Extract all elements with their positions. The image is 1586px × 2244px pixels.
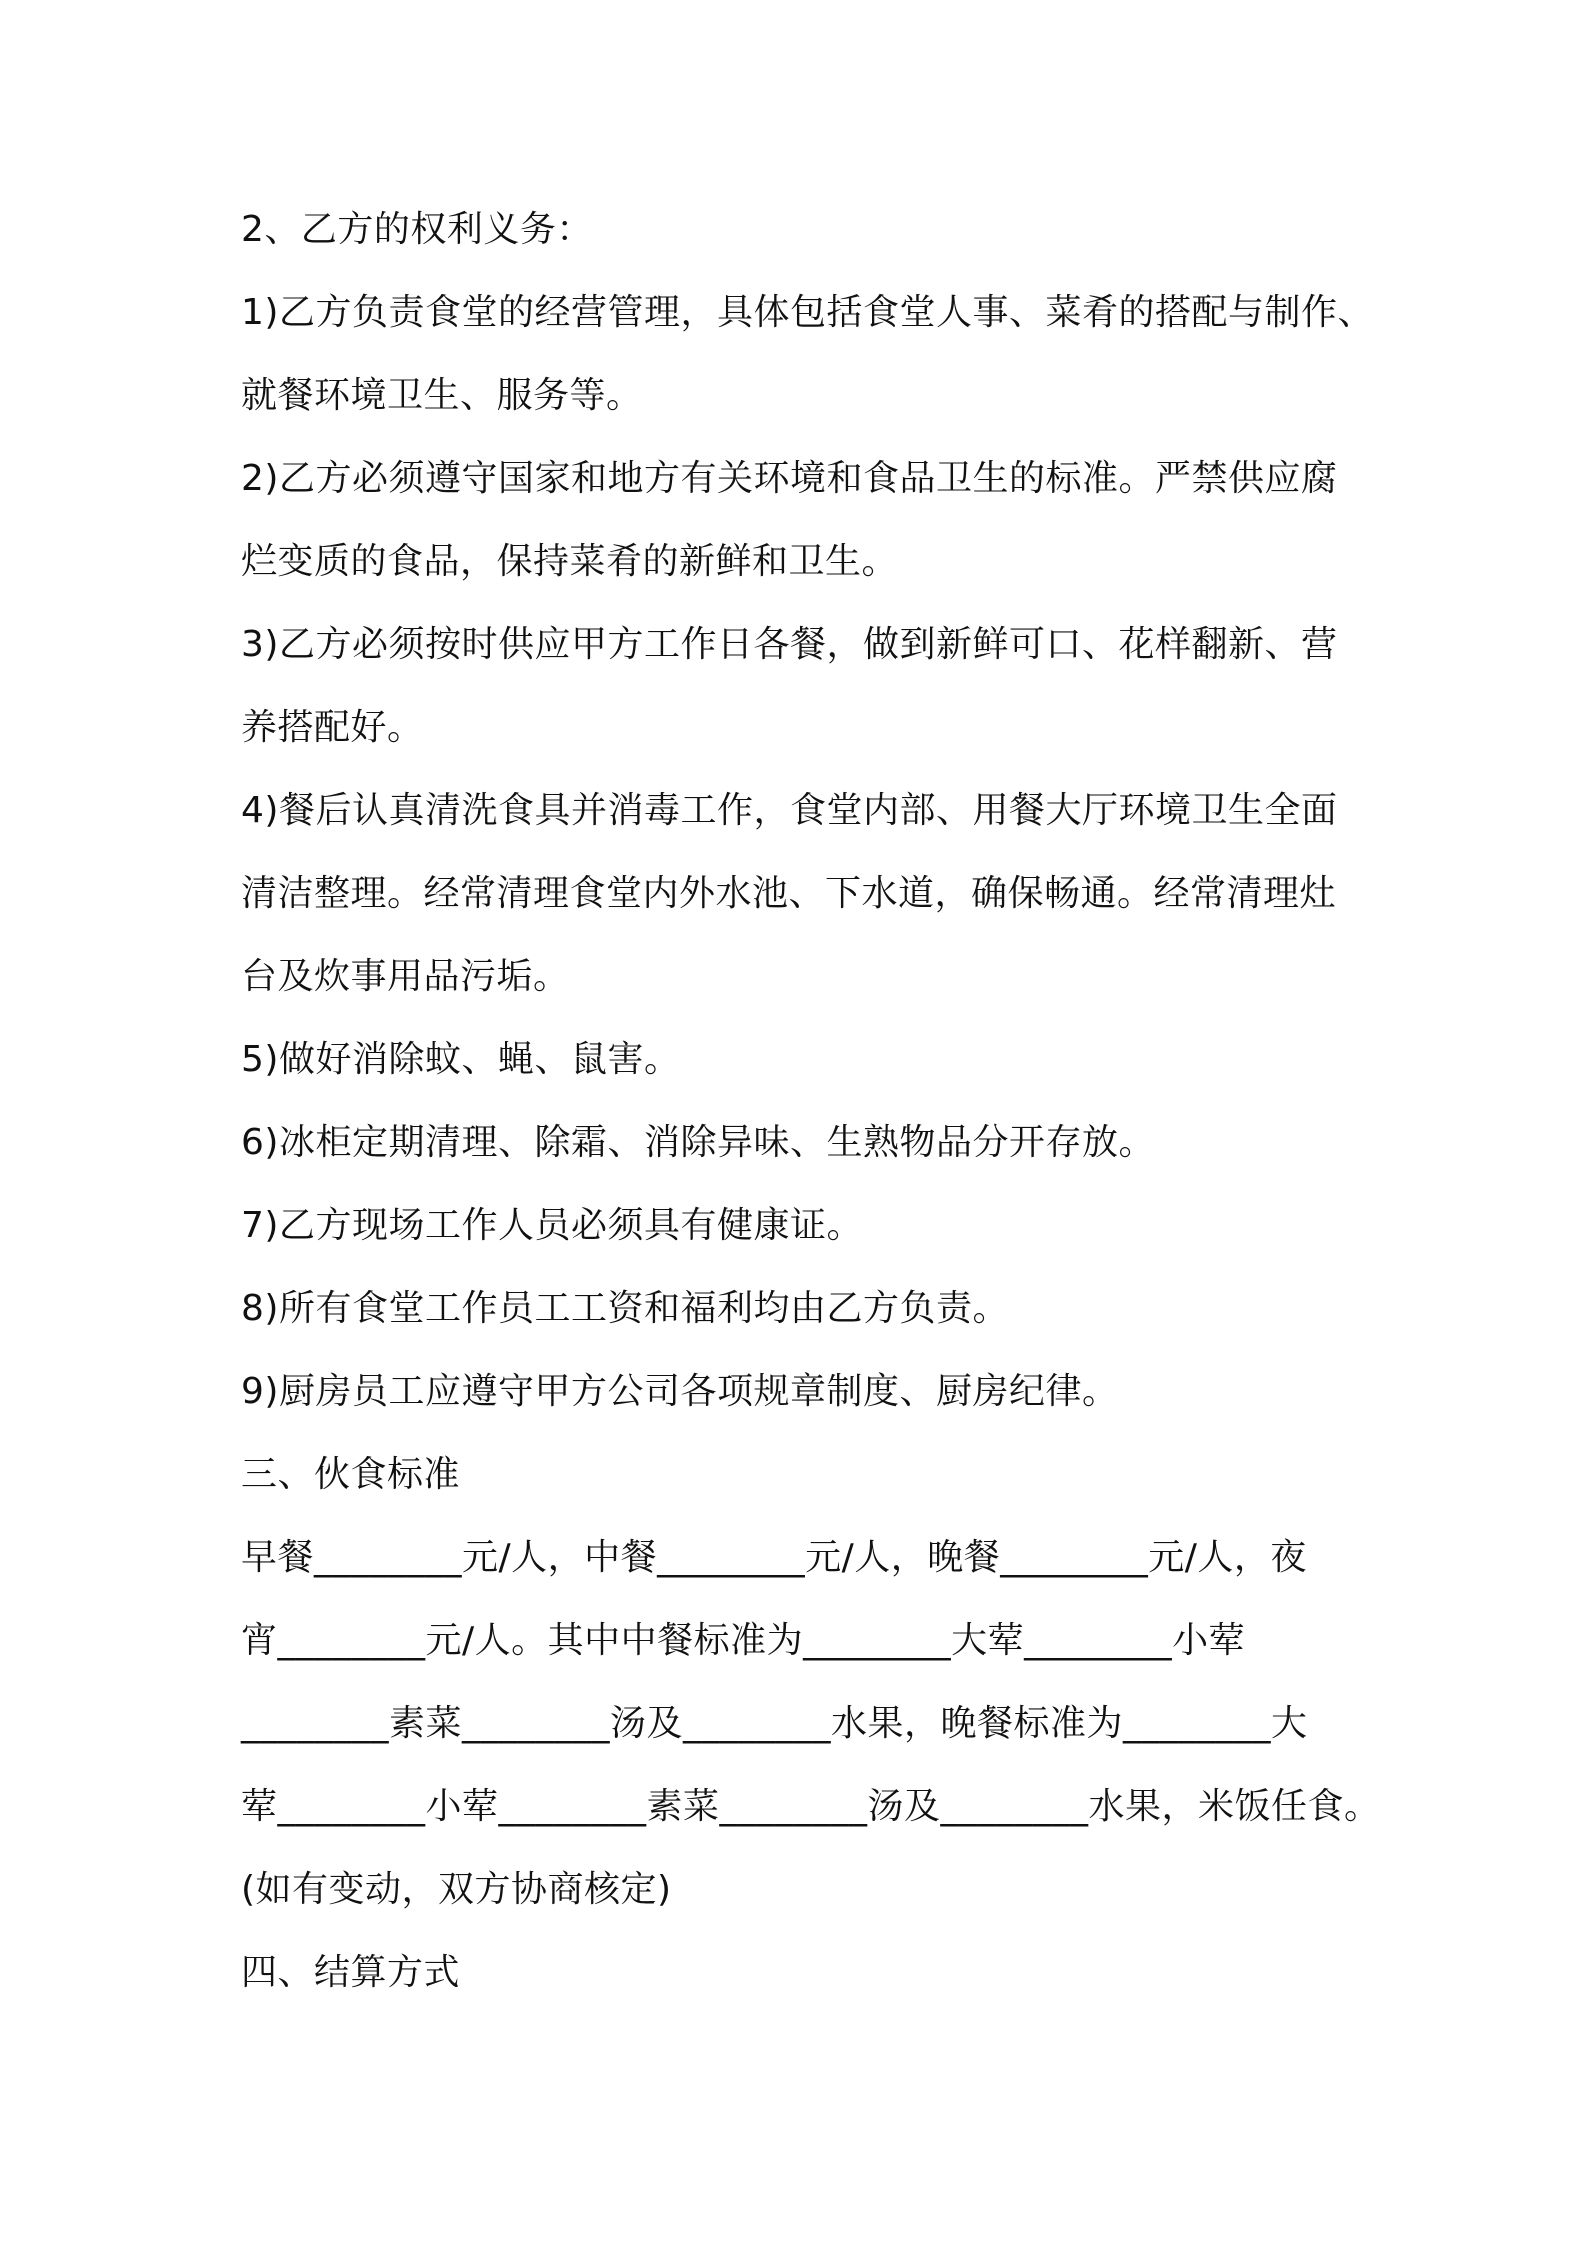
paragraph-line: 台及炊事用品污垢。 xyxy=(241,956,570,997)
paragraph-line: 就餐环境卫生、服务等。 xyxy=(241,375,643,416)
paragraph-line: 1)乙方负责食堂的经营管理，具体包括食堂人事、菜肴的搭配与制作、 xyxy=(241,292,1374,333)
paragraph-line: 养搭配好。 xyxy=(241,707,424,748)
paragraph-line: 4)餐后认真清洗食具并消毒工作，食堂内部、用餐大厅环境卫生全面 xyxy=(241,790,1338,831)
paragraph-line: 5)做好消除蚊、蝇、鼠害。 xyxy=(241,1039,681,1080)
paragraph-line: (如有变动，双方协商核定) xyxy=(241,1869,672,1910)
section-heading-party-b-rights: 2、乙方的权利义务： xyxy=(241,209,593,250)
section-heading-settlement: 四、结算方式 xyxy=(241,1952,461,1993)
paragraph-line: 宵________元/人。其中中餐标准为________大荤________小荤 xyxy=(241,1620,1246,1661)
section-heading-meal-standard: 三、伙食标准 xyxy=(241,1454,461,1495)
paragraph-line: 清洁整理。经常清理食堂内外水池、下水道，确保畅通。经常清理灶 xyxy=(241,873,1337,914)
paragraph-line: 2)乙方必须遵守国家和地方有关环境和食品卫生的标准。严禁供应腐 xyxy=(241,458,1338,499)
paragraph-line: 6)冰柜定期清理、除霜、消除异味、生熟物品分开存放。 xyxy=(241,1122,1155,1163)
paragraph-line: 3)乙方必须按时供应甲方工作日各餐，做到新鲜可口、花样翻新、营 xyxy=(241,624,1338,665)
paragraph-line: ________素菜________汤及________水果，晚餐标准为________大 xyxy=(241,1703,1308,1744)
paragraph-line: 早餐________元/人，中餐________元/人，晚餐________元/人，夜 xyxy=(241,1537,1307,1578)
paragraph-line: 7)乙方现场工作人员必须具有健康证。 xyxy=(241,1205,863,1246)
paragraph-line: 8)所有食堂工作员工工资和福利均由乙方负责。 xyxy=(241,1288,1009,1329)
paragraph-line: 9)厨房员工应遵守甲方公司各项规章制度、厨房纪律。 xyxy=(241,1371,1119,1412)
paragraph-line: 荤________小荤________素菜________汤及________水果，米饭任食。 xyxy=(241,1786,1381,1827)
paragraph-line: 烂变质的食品，保持菜肴的新鲜和卫生。 xyxy=(241,541,899,582)
